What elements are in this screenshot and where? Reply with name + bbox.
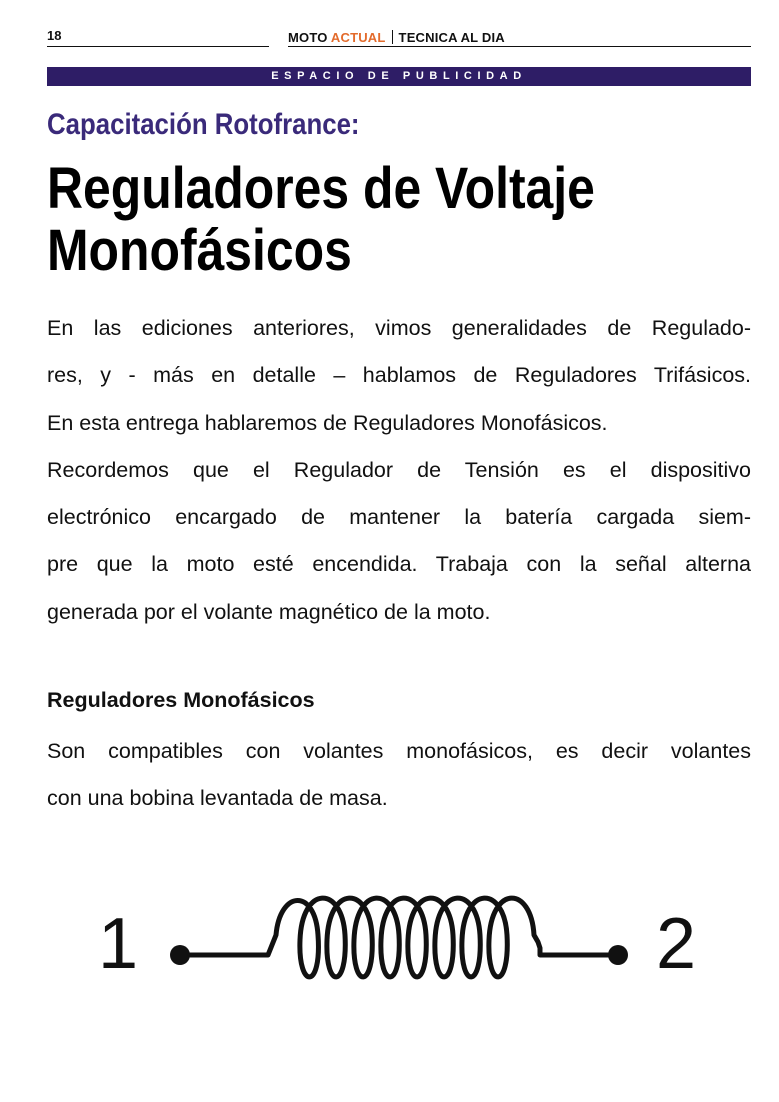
section-subheading: Reguladores Monofásicos: [47, 688, 315, 712]
section-name: TECNICA AL DIA: [398, 30, 505, 45]
body-line: res, y - más en detalle – hablamos de Reguladores Trifásicos.: [47, 363, 751, 388]
section-paragraph: [47, 728, 751, 823]
terminal-label-1: 1: [98, 904, 139, 984]
header-separator: [392, 30, 393, 44]
header-rule-right: [288, 46, 751, 47]
article-kicker: Capacitación Rotofrance:: [47, 108, 360, 141]
terminal-dot-2: [608, 945, 628, 965]
magazine-header: [288, 30, 505, 45]
body-line: En las ediciones anteriores, vimos generalidades de Regulado-: [47, 316, 751, 340]
coil-inductor-icon: [190, 898, 610, 977]
terminal-label-2: 2: [656, 904, 697, 984]
body-line: generada por el volante magnético de la moto.: [47, 599, 491, 624]
magazine-name-actual: ACTUAL: [330, 30, 386, 45]
intro-paragraph: [47, 305, 751, 636]
page-number: 18: [47, 28, 62, 43]
ad-banner: ESPACIO DE PUBLICIDAD: [47, 67, 751, 86]
header-rule-left: [47, 46, 269, 47]
body-line: electrónico encargado de mantener la batería cargada siem-: [47, 505, 751, 530]
body-line: En esta entrega hablaremos de Reguladores Monofásicos.: [47, 410, 608, 435]
body-line: pre que la moto esté encendida. Trabaja con la señal alterna: [47, 552, 751, 577]
body-line: con una bobina levantada de masa.: [47, 786, 388, 811]
title-line-1: Reguladores de Voltaje: [47, 156, 595, 221]
title-line-2: Monofásicos: [47, 218, 352, 283]
body-line: Son compatibles con volantes monofásicos, es decir volantes: [47, 739, 751, 763]
article-title: [47, 158, 735, 282]
coil-diagram: [90, 880, 730, 1000]
terminal-dot-1: [170, 945, 190, 965]
magazine-name-moto: MOTO: [288, 30, 328, 45]
body-line: Recordemos que el Regulador de Tensión es el dispositivo: [47, 457, 751, 482]
